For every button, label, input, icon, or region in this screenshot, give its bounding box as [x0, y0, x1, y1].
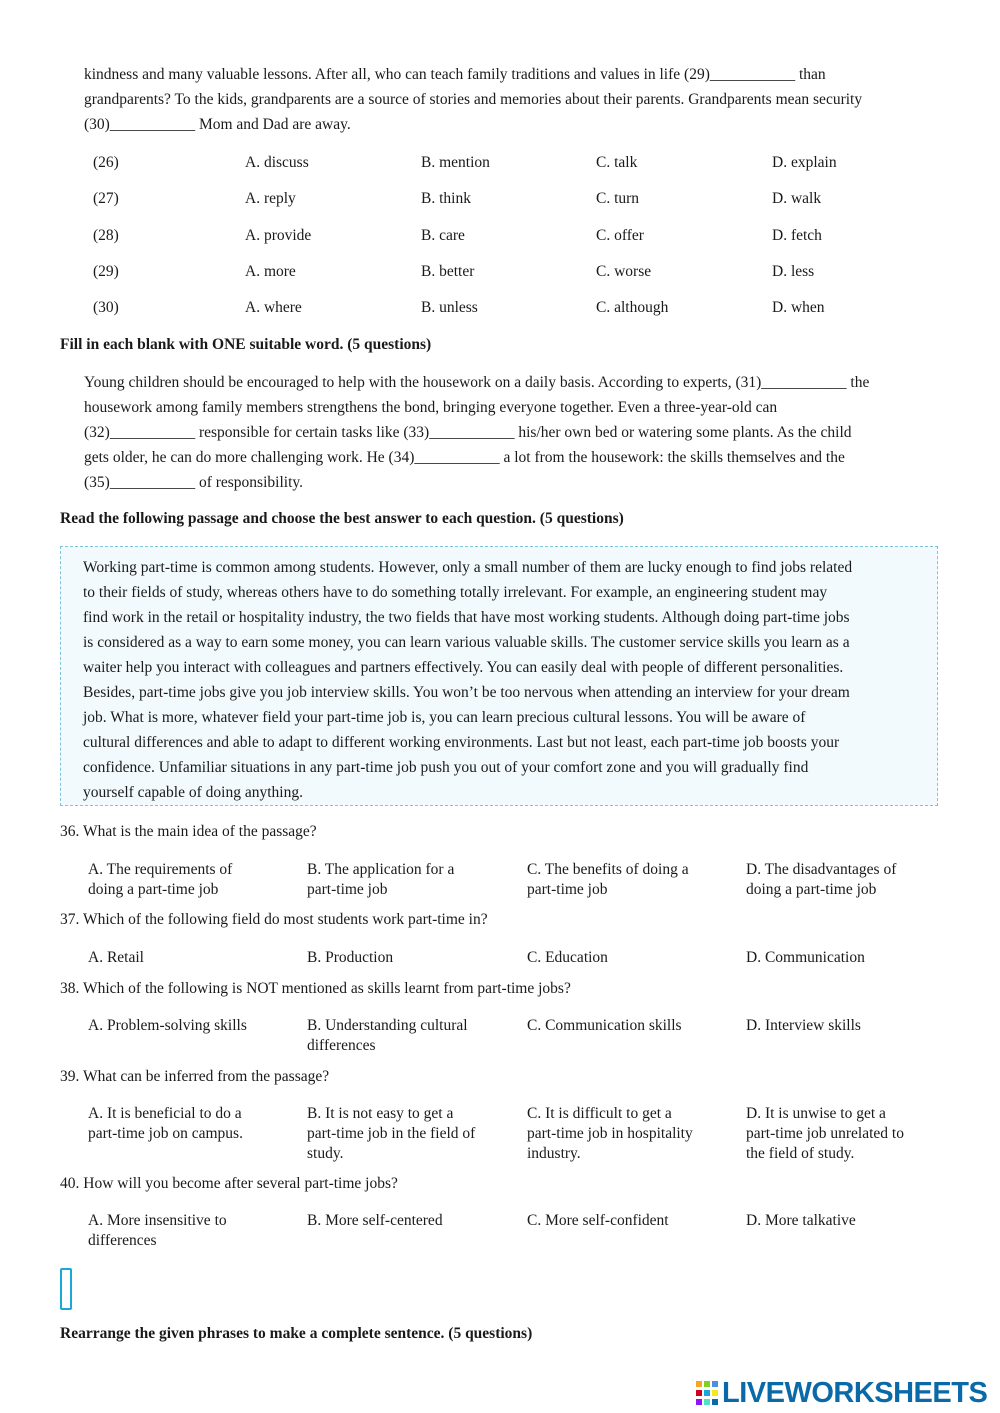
choice-line: C. More self-confident — [527, 1212, 669, 1229]
fill-line: (32)___________ responsible for certain tasks like (33)___________ his/her own bed or watering some plants. As the child — [84, 424, 852, 441]
intro-line: grandparents? To the kids, grandparents are a source of stories and memories about their parents. Grandparents mean security — [84, 91, 863, 108]
option-c: C. although — [596, 299, 669, 316]
option-a: A. discuss — [245, 154, 309, 171]
choice-36-a — [88, 860, 288, 900]
option-b: B. unless — [421, 299, 478, 316]
choice-40-d — [746, 1211, 946, 1231]
passage-line: Working part-time is common among students. However, only a small number of them are lucky enough to find jobs related — [83, 559, 853, 576]
choice-line: C. Education — [527, 949, 608, 966]
option-a: A. reply — [245, 190, 296, 207]
options-row — [0, 263, 1000, 287]
choice-line: part-time job — [307, 881, 388, 898]
option-a: A. more — [245, 263, 296, 280]
choice-line: C. Communication skills — [527, 1017, 682, 1034]
option-b: B. think — [421, 190, 471, 207]
passage-line: yourself capable of doing anything. — [83, 784, 303, 801]
option-d: D. walk — [772, 190, 822, 207]
fill-line: Young children should be encouraged to help with the housework on a daily basis. According to experts, (31)___________ the — [84, 374, 870, 391]
rearrange-section-heading: Rearrange the given phrases to make a complete sentence. (5 questions) — [60, 1325, 533, 1342]
choice-line: D. More talkative — [746, 1212, 856, 1229]
option-d: D. explain — [772, 154, 837, 171]
choice-line: A. Retail — [88, 949, 144, 966]
fill-line: housework among family members strengthens the bond, bringing everyone together. Even a three-year-old can — [84, 399, 778, 416]
options-row — [0, 154, 1000, 178]
reading-passage — [83, 555, 917, 805]
choice-line: D. The disadvantages of — [746, 861, 897, 878]
options-row — [0, 299, 1000, 323]
choice-line: differences — [88, 1232, 157, 1249]
choice-line: A. The requirements of — [88, 861, 233, 878]
brand-name: LIVEWORKSHEETS — [722, 1377, 988, 1409]
liveworksheets-logo[interactable] — [696, 1376, 996, 1410]
option-c: C. worse — [596, 263, 652, 280]
option-b: B. better — [421, 263, 475, 280]
fill-section-heading: Fill in each blank with ONE suitable word. (5 questions) — [60, 336, 432, 353]
intro-line: kindness and many valuable lessons. After all, who can teach family traditions and values in life (29)___________ than — [84, 66, 826, 83]
choice-37-a — [88, 948, 288, 968]
choice-line: differences — [307, 1037, 376, 1054]
choice-line: B. More self-centered — [307, 1212, 443, 1229]
option-d: D. less — [772, 263, 815, 280]
question-36: 36. What is the main idea of the passage? — [60, 823, 317, 840]
choice-line: B. Understanding cultural — [307, 1017, 468, 1034]
choice-line: study. — [307, 1145, 344, 1162]
passage-line: find work in the retail or hospitality industry, the two fields that have most working students. Although doing part-time jobs — [83, 609, 850, 626]
intro-line: (30)___________ Mom and Dad are away. — [84, 116, 351, 133]
choice-37-b — [307, 948, 507, 968]
choice-36-c — [527, 860, 727, 900]
choice-line: doing a part-time job — [746, 881, 877, 898]
choice-39-a — [88, 1104, 288, 1144]
passage-line: to their fields of study, whereas others have to do something totally irrelevant. For example, an engineering student may — [83, 584, 828, 601]
choice-38-d — [746, 1016, 946, 1036]
choice-39-c — [527, 1104, 727, 1164]
choice-line: A. Problem-solving skills — [88, 1017, 247, 1034]
fill-line: (35)___________ of responsibility. — [84, 474, 303, 491]
choice-40-a — [88, 1211, 288, 1251]
option-d: D. fetch — [772, 227, 822, 244]
logo-cubes-icon — [696, 1381, 718, 1405]
answer-input[interactable] — [60, 1268, 72, 1310]
reading-passage-box — [60, 546, 938, 806]
choice-line: part-time job in the field of — [307, 1125, 476, 1142]
choice-line: D. Interview skills — [746, 1017, 861, 1034]
fill-passage — [84, 370, 940, 495]
choice-line: the field of study. — [746, 1145, 855, 1162]
choice-39-b — [307, 1104, 507, 1164]
passage-line: confidence. Unfamiliar situations in any part-time job push you out of your comfort zone and you will gradually find — [83, 759, 809, 776]
option-c: C. offer — [596, 227, 644, 244]
passage-line: waiter help you interact with colleagues and partners effectively. You can easily deal with people of different personalities. — [83, 659, 844, 676]
options-row — [0, 190, 1000, 214]
option-number: (27) — [93, 190, 119, 207]
option-number: (29) — [93, 263, 119, 280]
choice-37-d — [746, 948, 946, 968]
passage-line: Besides, part-time jobs give you job interview skills. You won’t be too nervous when attending an interview for your dream — [83, 684, 850, 701]
choice-line: D. Communication — [746, 949, 865, 966]
choice-line: B. The application for a — [307, 861, 455, 878]
choice-line: B. It is not easy to get a — [307, 1105, 454, 1122]
option-a: A. provide — [245, 227, 312, 244]
choice-line: D. It is unwise to get a — [746, 1105, 886, 1122]
choice-40-c — [527, 1211, 727, 1231]
question-40: 40. How will you become after several part-time jobs? — [60, 1175, 398, 1192]
choice-38-c — [527, 1016, 727, 1036]
choice-38-a — [88, 1016, 288, 1036]
reading-section-heading: Read the following passage and choose the best answer to each question. (5 questions) — [60, 510, 624, 527]
option-c: C. turn — [596, 190, 640, 207]
option-number: (26) — [93, 154, 119, 171]
option-b: B. care — [421, 227, 465, 244]
option-number: (28) — [93, 227, 119, 244]
choice-line: doing a part-time job — [88, 881, 219, 898]
choice-line: industry. — [527, 1145, 581, 1162]
choice-line: C. It is difficult to get a — [527, 1105, 672, 1122]
fill-line: gets older, he can do more challenging work. He (34)___________ a lot from the housework: the skills themselves and the — [84, 449, 845, 466]
choice-36-d — [746, 860, 946, 900]
choice-line: C. The benefits of doing a — [527, 861, 689, 878]
question-39: 39. What can be inferred from the passage? — [60, 1068, 330, 1085]
option-c: C. talk — [596, 154, 638, 171]
option-d: D. when — [772, 299, 825, 316]
choice-39-d — [746, 1104, 946, 1164]
options-row — [0, 227, 1000, 251]
intro-passage — [84, 62, 940, 137]
choice-line: part-time job unrelated to — [746, 1125, 904, 1142]
passage-line: is considered as a way to earn some money, you can learn various valuable skills. The customer service skills you learn as a — [83, 634, 850, 651]
option-b: B. mention — [421, 154, 490, 171]
question-37: 37. Which of the following field do most students work part-time in? — [60, 911, 488, 928]
choice-40-b — [307, 1211, 507, 1231]
question-38: 38. Which of the following is NOT mentioned as skills learnt from part-time jobs? — [60, 980, 571, 997]
passage-line: job. What is more, whatever field your part-time job is, you can learn precious cultural lessons. You will be aware of — [83, 709, 806, 726]
choice-line: part-time job on campus. — [88, 1125, 243, 1142]
choice-36-b — [307, 860, 507, 900]
option-a: A. where — [245, 299, 302, 316]
choice-line: A. It is beneficial to do a — [88, 1105, 242, 1122]
choice-line: part-time job — [527, 881, 608, 898]
passage-line: cultural differences and able to adapt to different working environments. Last but not least, each part-time job boosts your — [83, 734, 840, 751]
choice-line: B. Production — [307, 949, 394, 966]
choice-38-b — [307, 1016, 507, 1056]
choice-37-c — [527, 948, 727, 968]
choice-line: part-time job in hospitality — [527, 1125, 693, 1142]
option-number: (30) — [93, 299, 119, 316]
choice-line: A. More insensitive to — [88, 1212, 227, 1229]
